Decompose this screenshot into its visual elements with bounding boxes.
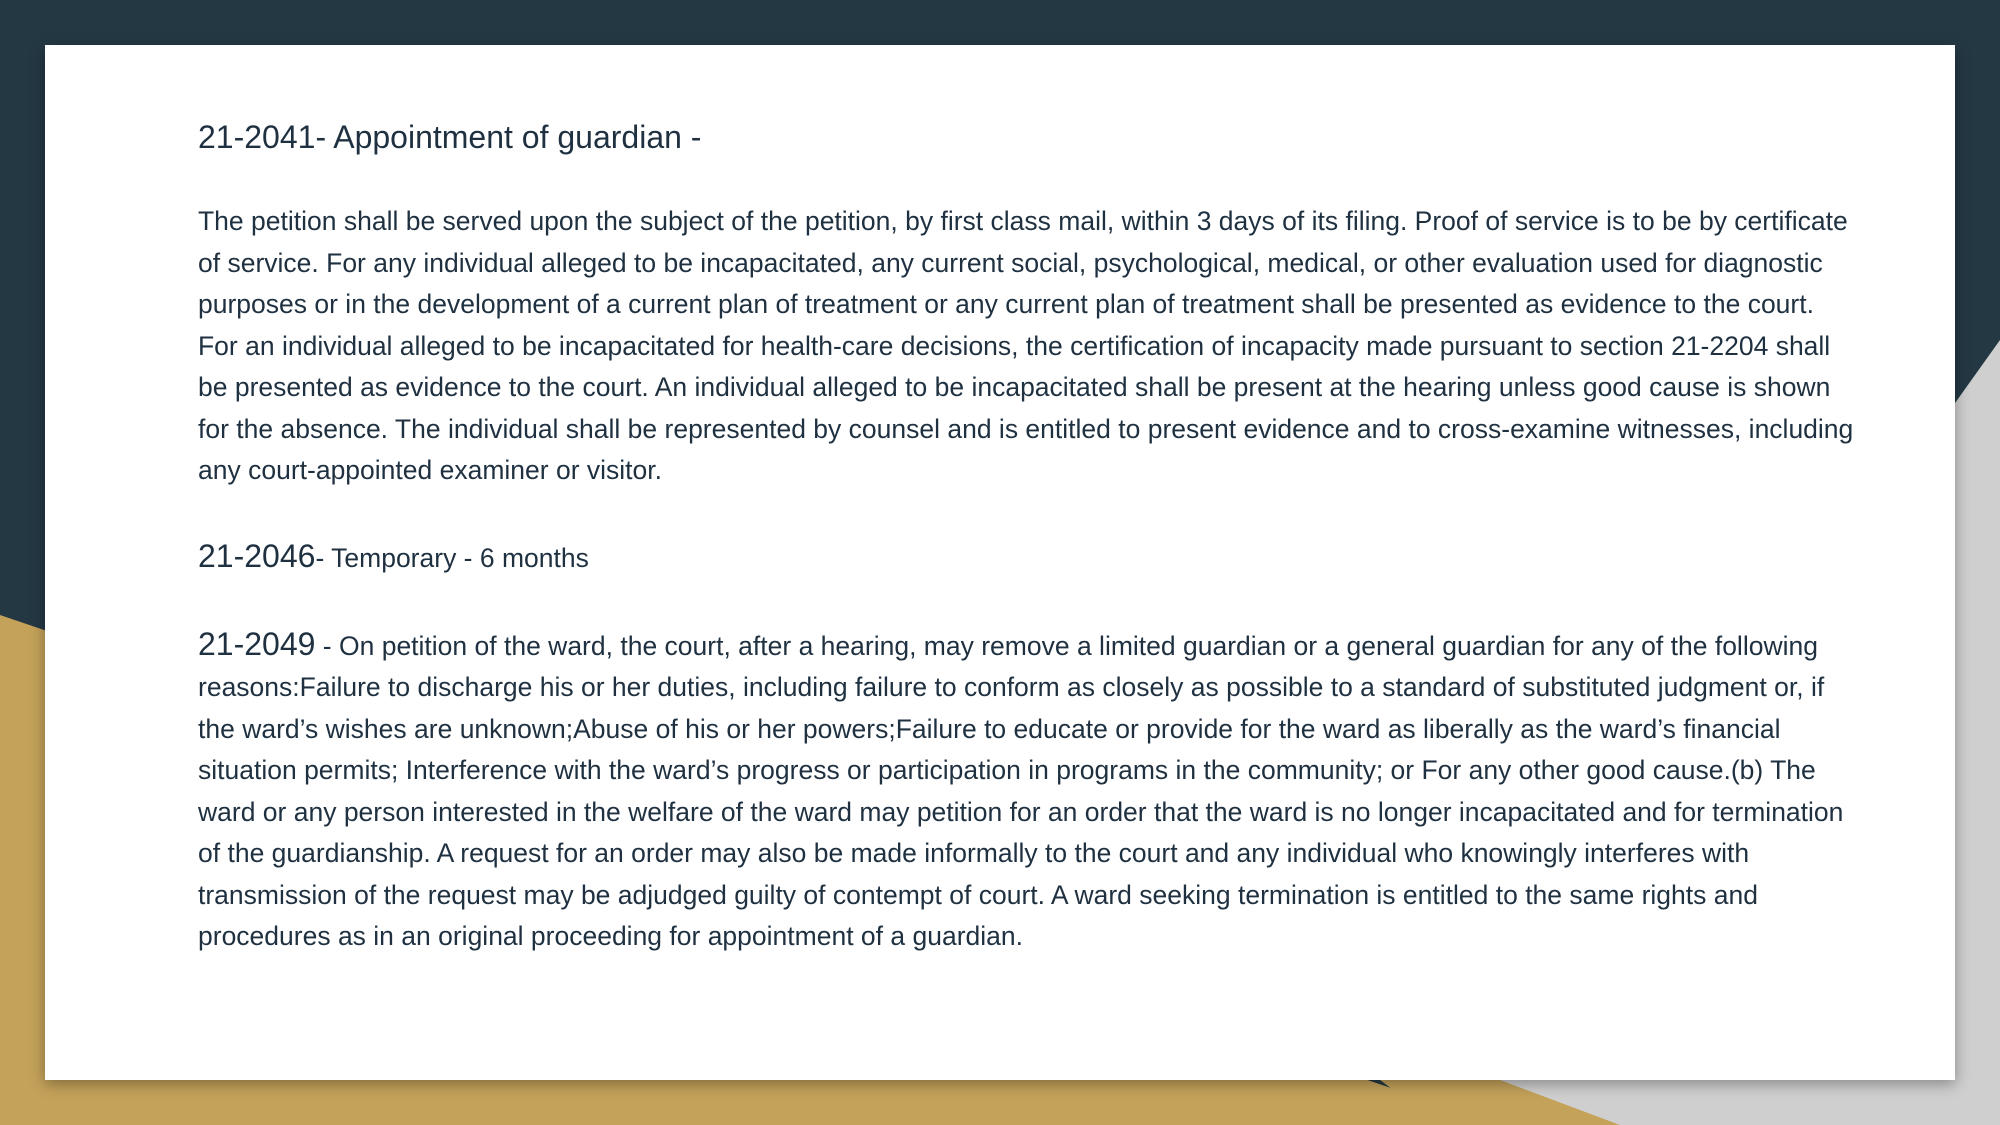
section-text-2046: - Temporary - 6 months xyxy=(315,542,589,573)
section-2046 xyxy=(198,534,1858,580)
section-number-2046: 21-2046 xyxy=(198,537,316,574)
section-number-2049: 21-2049 xyxy=(198,625,316,662)
slide-content xyxy=(198,115,1858,958)
paragraph-2041: The petition shall be served upon the subject of the petition, by first class mail, within 3 days of its filing. Proof of service is to be by certificate of service. For any individual alleged to be incapacitated, any current social, psychological, medical, or other evaluation used for diagnostic purposes or in the development of a current plan of treatment or any current plan of treatment shall be presented as evidence to the court. For an individual alleged to be incapacitated for health-care decisions, the certification of incapacity made pursuant to section 21-2204 shall be presented as evidence to the court. An individual alleged to be incapacitated shall be present at the hearing unless good cause is shown for the absence. The individual shall be represented by counsel and is entitled to present evidence and to cross-examine witnesses, including any court-appointed examiner or visitor. xyxy=(198,206,1854,485)
slide-panel xyxy=(45,45,1955,1080)
section-text-2049: - On petition of the ward, the court, after a hearing, may remove a limited guardian or a general guardian for any of the following reasons:Failure to discharge his or her duties, including failure to conform as closely as possible to a standard of substituted judgment or, if the ward’s wishes are unknown;Abuse of his or her powers;Failure to educate or provide for the ward as liberally as the ward’s financial situation permits; Interference with the ward’s progress or participation in programs in the community; or For any other good cause.(b) The ward or any person interested in the welfare of the ward may petition for an order that the ward is no longer incapacitated and for termination of the guardianship. A request for an order may also be made informally to the court and any individual who knowingly interferes with transmission of the request may be adjudged guilty of contempt of court. A ward seeking termination is entitled to the same rights and procedures as in an original proceeding for appointment of a guardian. xyxy=(198,630,1844,951)
section-title-2041: 21-2041- Appointment of guardian - xyxy=(198,119,702,155)
section-2049 xyxy=(198,624,1858,958)
